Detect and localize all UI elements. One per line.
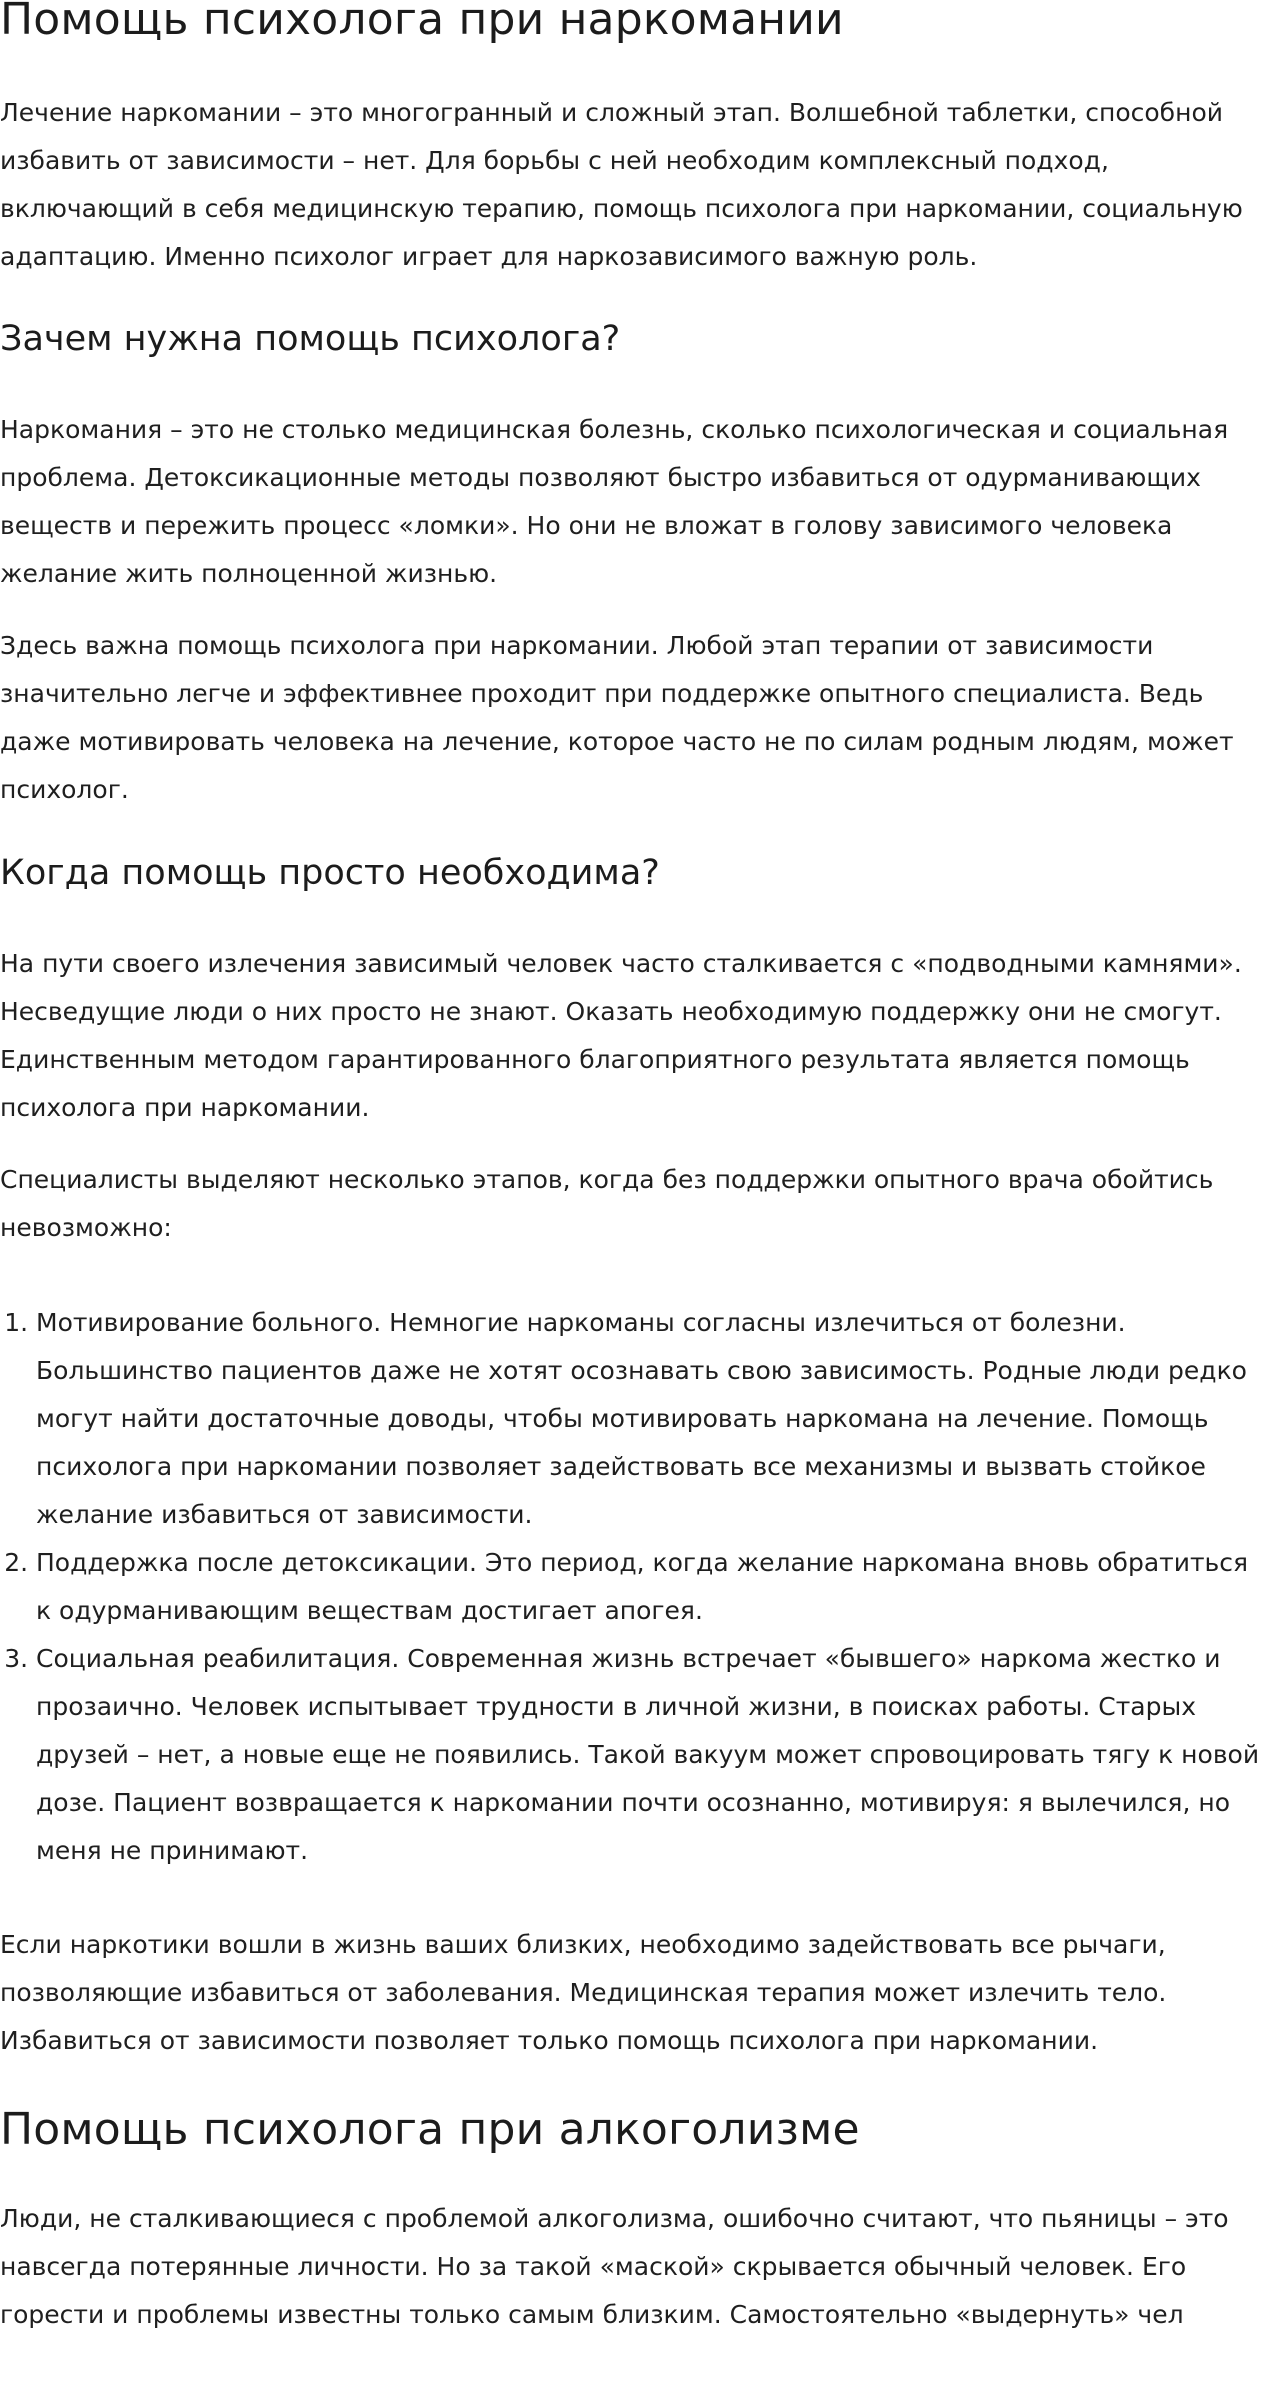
- when-paragraph-1: На пути своего излечения зависимый человек часто сталкивается с «подводными камнями». Несведущие люди о них просто не знают. Оказать необходимую поддержку они не смогут. Единственным методом гарантированного благоприятного результата является помощь психолога при наркомании.: [0, 949, 1242, 1122]
- why-paragraph-1-block: [0, 406, 1270, 598]
- section-heading-when: Когда помощь просто необходима?: [0, 853, 660, 893]
- list-item: 2. Поддержка после детоксикации. Это период, когда желание наркомана вновь обратиться к одурманивающим веществам достигает апогея.: [36, 1539, 1270, 1635]
- alco-paragraph-1: Люди, не сталкивающиеся с проблемой алкоголизма, ошибочно считают, что пьяницы – это навсегда потерянные личности. Но за такой «маской» скрывается обычный человек. Его горести и проблемы известны только самым близким. Самостоятельно «выдернуть» чел: [0, 2204, 1229, 2329]
- heading-block-narco: [0, 0, 1270, 47]
- when-heading-block: [0, 852, 1270, 894]
- intro-paragraph: Лечение наркомании – это многогранный и сложный этап. Волшебной таблетки, способной избавить от зависимости – нет. Для борьбы с ней необходим комплексный подход, включающий в себя медицинскую терапию, помощь психолога при наркомании, социальную адаптацию. Именно психолог играет для наркозависимого важную роль.: [0, 98, 1243, 271]
- list-item: 1. Мотивирование больного. Немногие наркоманы согласны излечиться от болезни. Большинство пациентов даже не хотят осознавать свою зависимость. Родные люди редко могут найти достаточные доводы, чтобы мотивировать наркомана на лечение. Помощь психолога при наркомании позволяет задействовать все механизмы и вызвать стойкое желание избавиться от зависимости.: [36, 1299, 1270, 1539]
- why-paragraph-2: Здесь важна помощь психолога при наркомании. Любой этап терапии от зависимости значительно легче и эффективнее проходит при поддержке опытного специалиста. Ведь даже мотивировать человека на лечение, которое часто не по силам родным людям, может психолог.: [0, 631, 1234, 804]
- when-paragraph-2-block: [0, 1156, 1270, 1252]
- section-title-alcoholism: Помощь психолога при алкоголизме: [0, 2104, 860, 2155]
- closing-block: [0, 1921, 1270, 2065]
- when-paragraph-1-block: [0, 940, 1270, 1132]
- why-paragraph-2-block: [0, 622, 1270, 814]
- steps-block: [0, 1299, 1270, 1875]
- section-heading-why: Зачем нужна помощь психолога?: [0, 319, 621, 359]
- list-item: 3. Социальная реабилитация. Современная жизнь встречает «бывшего» наркома жестко и прозаично. Человек испытывает трудности в личной жизни, в поисках работы. Старых друзей – нет, а новые еще не появились. Такой вакуум может спровоцировать тягу к новой дозе. Пациент возвращается к наркомании почти осознанно, мотивируя: я вылечился, но меня не принимают.: [36, 1635, 1270, 1875]
- intro-block: [0, 89, 1270, 281]
- why-heading-block: [0, 318, 1270, 360]
- page-title: Помощь психолога при наркомании: [0, 0, 844, 45]
- closing-paragraph: Если наркотики вошли в жизнь ваших близких, необходимо задействовать все рычаги, позволяющие избавиться от заболевания. Медицинская терапия может излечить тело. Избавиться от зависимости позволяет только помощь психолога при наркомании.: [0, 1930, 1167, 2055]
- when-paragraph-2: Специалисты выделяют несколько этапов, когда без поддержки опытного врача обойтись невозможно:: [0, 1165, 1214, 1242]
- why-paragraph-1: Наркомания – это не столько медицинская болезнь, сколько психологическая и социальная проблема. Детоксикационные методы позволяют быстро избавиться от одурманивающих веществ и пережить процесс «ломки». Но они не вложат в голову зависимого человека желание жить полноценной жизнью.: [0, 415, 1229, 588]
- stages-list: [0, 1299, 1270, 1875]
- heading-block-alco: [0, 2104, 1270, 2157]
- alco-paragraph-block: [0, 2195, 1270, 2339]
